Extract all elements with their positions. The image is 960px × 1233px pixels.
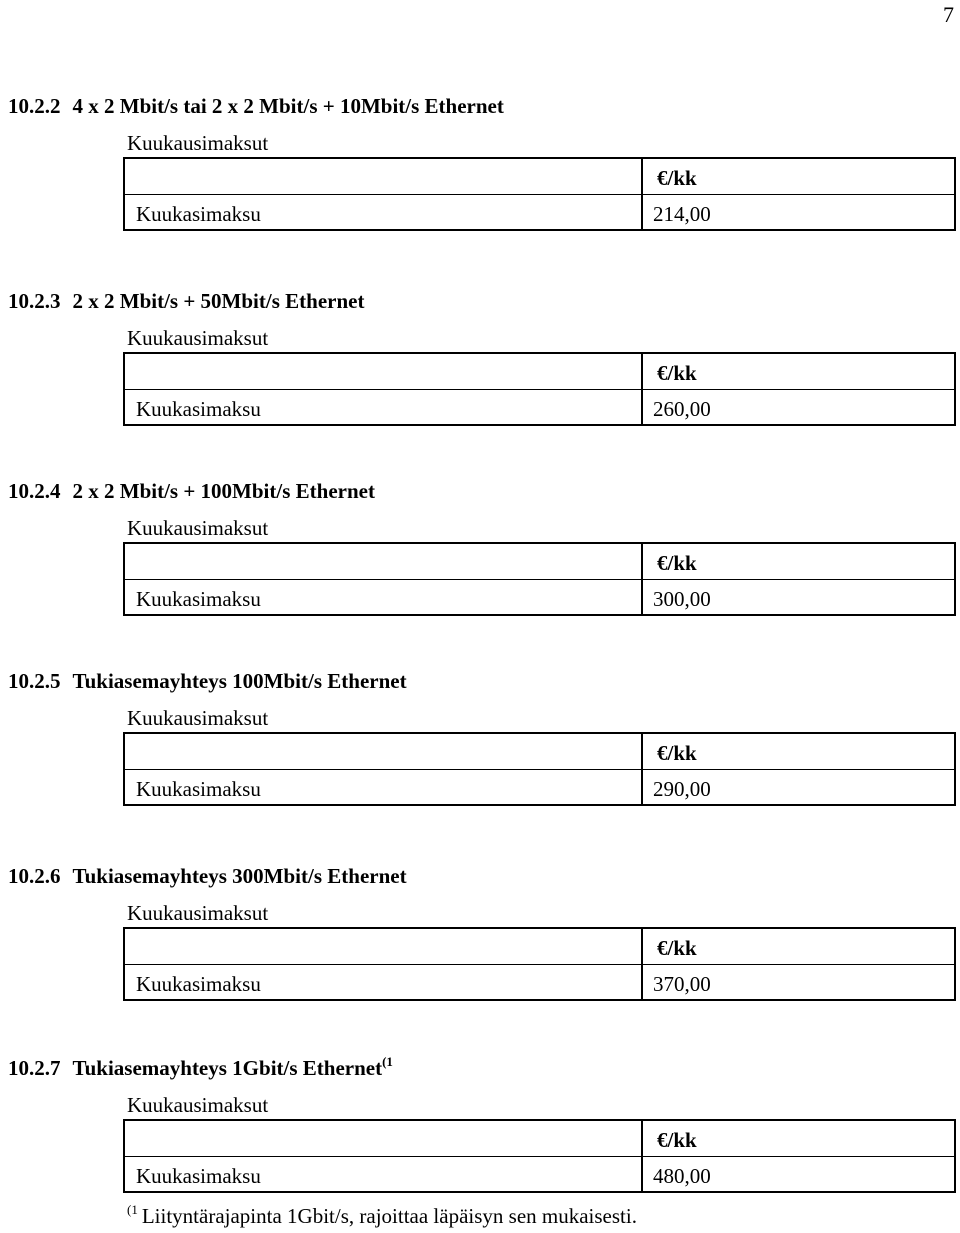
section-number: 10.2.4	[8, 479, 61, 503]
price-table	[123, 927, 956, 1001]
section-number: 10.2.3	[8, 289, 61, 313]
section-title: Tukiasemayhteys 100Mbit/s Ethernet	[72, 669, 407, 693]
price-table	[123, 542, 956, 616]
section-number: 10.2.5	[8, 669, 61, 693]
row-value: 370,00	[653, 972, 711, 996]
section-subheading: Kuukausimaksut	[127, 1093, 269, 1117]
unit-header: €/kk	[657, 361, 697, 385]
row-value: 290,00	[653, 777, 711, 801]
price-table	[123, 157, 956, 231]
row-label: Kuukasimaksu	[136, 397, 261, 421]
row-value: 300,00	[653, 587, 711, 611]
section-subheading: Kuukausimaksut	[127, 706, 269, 730]
unit-header: €/kk	[657, 166, 697, 190]
section-heading	[8, 92, 504, 119]
section-number: 10.2.2	[8, 94, 61, 118]
footnote-marker: (1	[127, 1202, 138, 1217]
section-title: Tukiasemayhteys 300Mbit/s Ethernet	[72, 864, 407, 888]
section-subheading: Kuukausimaksut	[127, 326, 269, 350]
table-divider	[125, 769, 954, 770]
page-number: 7	[943, 2, 954, 27]
price-table	[123, 732, 956, 806]
row-value: 260,00	[653, 397, 711, 421]
row-label: Kuukasimaksu	[136, 1164, 261, 1188]
row-label: Kuukasimaksu	[136, 777, 261, 801]
unit-header: €/kk	[657, 1128, 697, 1152]
table-divider	[125, 964, 954, 965]
row-label: Kuukasimaksu	[136, 202, 261, 226]
section-heading	[8, 287, 364, 314]
section-heading	[8, 477, 375, 504]
section-number: 10.2.6	[8, 864, 61, 888]
section-title: 2 x 2 Mbit/s + 50Mbit/s Ethernet	[72, 289, 365, 313]
section-heading	[8, 862, 407, 889]
section-heading	[8, 1054, 393, 1081]
table-divider	[125, 389, 954, 390]
unit-header: €/kk	[657, 936, 697, 960]
section-subheading: Kuukausimaksut	[127, 131, 269, 155]
section-title: 2 x 2 Mbit/s + 100Mbit/s Ethernet	[72, 479, 375, 503]
row-label: Kuukasimaksu	[136, 587, 261, 611]
section-title: Tukiasemayhteys 1Gbit/s Ethernet	[72, 1056, 383, 1080]
row-label: Kuukasimaksu	[136, 972, 261, 996]
table-divider	[125, 194, 954, 195]
unit-header: €/kk	[657, 741, 697, 765]
section-superscript: (1	[382, 1054, 393, 1069]
price-table	[123, 1119, 956, 1193]
unit-header: €/kk	[657, 551, 697, 575]
footnote-text: Liityntärajapinta 1Gbit/s, rajoittaa läpäisyn sen mukaisesti.	[141, 1204, 637, 1228]
section-heading	[8, 667, 407, 694]
table-divider	[125, 579, 954, 580]
section-title: 4 x 2 Mbit/s tai 2 x 2 Mbit/s + 10Mbit/s Ethernet	[72, 94, 504, 118]
section-subheading: Kuukausimaksut	[127, 516, 269, 540]
price-table	[123, 352, 956, 426]
row-value: 214,00	[653, 202, 711, 226]
section-number: 10.2.7	[8, 1056, 61, 1080]
table-divider	[125, 1156, 954, 1157]
section-subheading: Kuukausimaksut	[127, 901, 269, 925]
footnote	[127, 1202, 637, 1229]
row-value: 480,00	[653, 1164, 711, 1188]
